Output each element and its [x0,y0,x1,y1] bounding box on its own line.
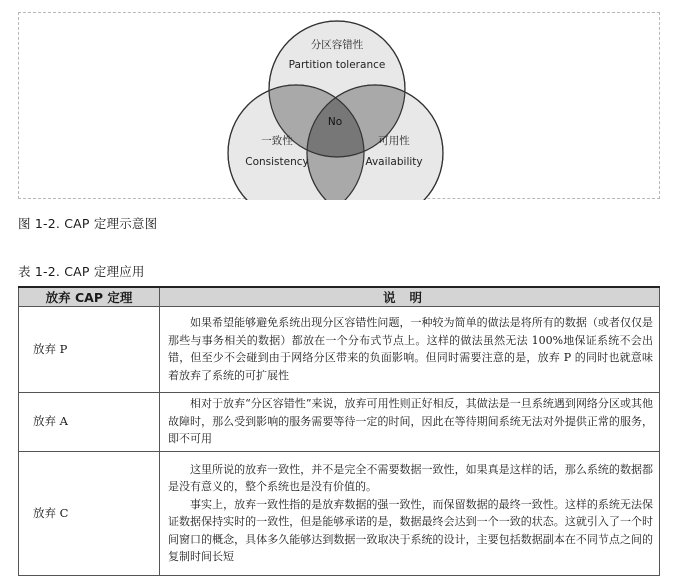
row-description [160,393,660,452]
table-row [19,393,660,452]
availability-title: 可用性 [378,135,410,147]
header-give-up: 放弃 CAP 定理 [19,287,160,307]
partition-subtitle: Partition tolerance [288,59,386,71]
row-description [160,452,660,576]
description-paragraph: 如果希望能够避免系统出现分区容错性问题，一种较为简单的做法是将所有的数据（或者仅仅是那些与事务相关的数据）都放在一个分布式节点上。这样的做法虽然无法 100%地保证系统不会出错，但至少不会碰到由于网络分区带来的负面影响。但同时需要注意的是，放弃 P 的同时也就意味着放弃了系统的可扩展性 [168,316,653,382]
consistency-subtitle: Consistency [245,156,309,168]
figure-frame [18,12,660,199]
table-header-row [19,287,660,307]
header-description: 说明 [160,287,660,307]
availability-subtitle: Availability [365,156,423,168]
figure-caption: 图 1-2. CAP 定理示意图 [18,216,158,231]
center-label: No [327,116,343,128]
description-paragraph: 相对于放弃“分区容错性”来说，放弃可用性则正好相反，其做法是一旦系统遇到网络分区或其他故障时，那么受到影响的服务需要等待一定的时间，因此在等待期间系统无法对外提供正常的服务，即不可用 [168,397,653,446]
row-label: 放弃 P [19,307,160,393]
consistency-title: 一致性 [261,135,293,147]
table-caption: 表 1-2. CAP 定理应用 [18,264,145,279]
table-row [19,452,660,576]
cap-table [18,286,660,576]
cap-venn-diagram [19,13,661,200]
partition-title: 分区容错性 [310,39,364,51]
row-description [160,307,660,393]
row-label: 放弃 A [19,393,160,452]
row-label: 放弃 C [19,452,160,576]
description-paragraph: 这里所说的放弃一致性，并不是完全不需要数据一致性，如果真是这样的话，那么系统的数据都是没有意义的，整个系统也是没有价值的。 [168,462,653,493]
description-paragraph: 事实上，放弃一致性指的是放弃数据的强一致性，而保留数据的最终一致性。这样的系统无法保证数据保持实时的一致性，但是能够承诺的是，数据最终会达到一个一致的状态。这就引入了一个时间窗口的概念，具体多久能够达到数据一致取决于系统的设计，主要包括数据副本在不同节点之间的复制时间长短 [168,497,653,563]
table-row [19,307,660,393]
